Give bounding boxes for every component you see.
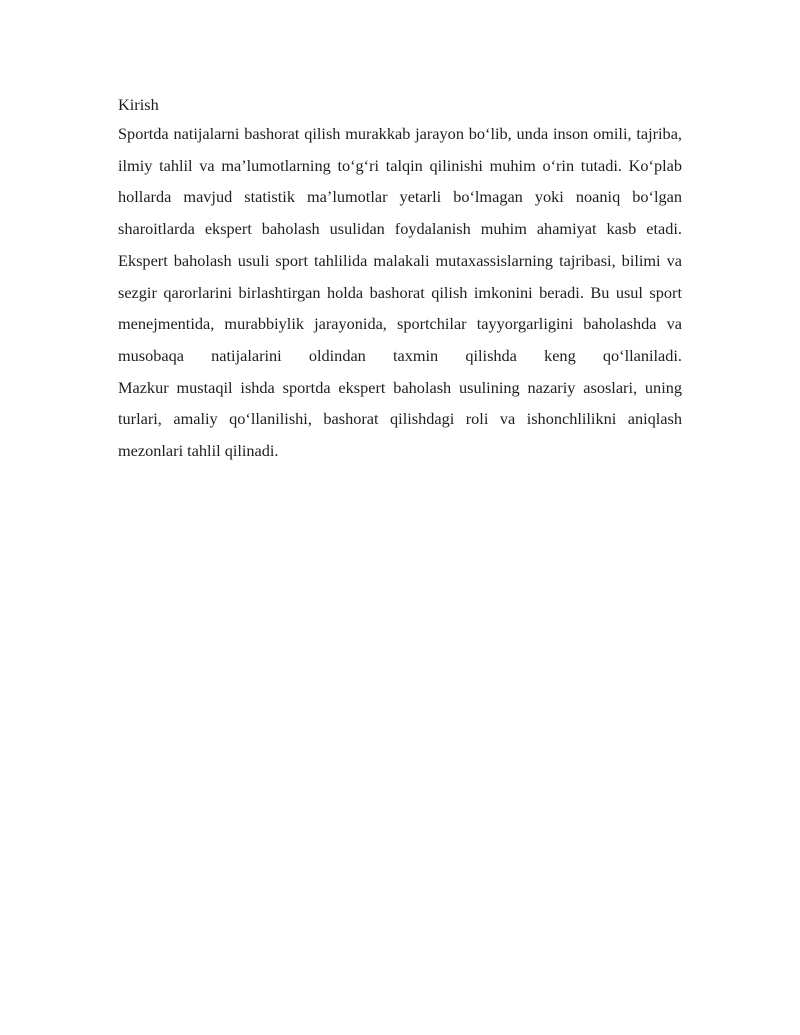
document-body	[118, 94, 682, 467]
intro-paragraph: Sportda natijalarni bashorat qilish murakkab jarayon bo‘lib, unda inson omili, tajriba, ilmiy tahlil va ma’lumotlarning to‘g‘ri talqin qilinishi muhim o‘rin tutadi. Ko‘plab hollarda mavjud statistik ma’lumotlar yetarli bo‘lmagan yoki noaniq bo‘lgan sharoitlarda ekspert baholash usulidan foydalanish muhim ahamiyat kasb etadi. Ekspert baholash usuli sport tahlilida malakali mutaxassislarning tajribasi, bilimi va sezgir qarorlarini birlashtirgan holda bashorat qilish imkonini beradi. Bu usul sport menejmentida, murabbiylik jarayonida, sportchilar tayyorgarligini baholashda va musobaqa natijalarini oldindan taxmin qilishda keng qo‘llaniladi.	[118, 124, 682, 365]
scope-paragraph: Mazkur mustaqil ishda sportda ekspert baholash usulining nazariy asoslari, uning turlari, amaliy qo‘llanilishi, bashorat qilishdagi roli va ishonchlilikni aniqlash mezonlari tahlil qilinadi.	[118, 377, 682, 461]
section-heading: Kirish	[118, 95, 159, 114]
